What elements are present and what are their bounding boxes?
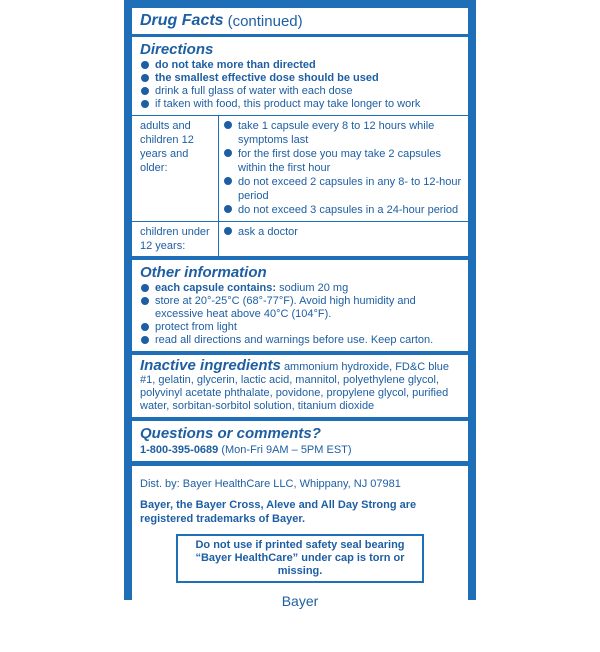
distributor-text: Dist. by: Bayer HealthCare LLC, Whippany, NJ 07981 — [140, 478, 401, 490]
list-item: the smallest effective dose should be used — [140, 72, 460, 85]
bullet-icon — [141, 100, 149, 108]
bullet-icon — [224, 121, 232, 129]
inactive-ingredients-text: ammonium hydroxide, FD&C blue #1, gelatin, glycerin, lactic acid, mannitol, polyethylene glycol, polyvinyl acetate phthalate, povidone, propylene glycol, purified water, sorbitan-sorbitol solution, titanium dioxide — [140, 361, 450, 412]
phone-hours: (Mon-Fri 9AM – 5PM EST) — [221, 444, 352, 456]
bullet-icon — [224, 227, 232, 235]
drug-facts-title: Drug Facts — [140, 12, 224, 29]
inactive-ingredients-section — [132, 355, 468, 421]
dosage-cell — [219, 222, 468, 256]
bullet-icon — [141, 87, 149, 95]
bullet-icon — [141, 284, 149, 292]
other-information-heading: Other information — [140, 264, 267, 281]
capsule-label: each capsule contains: — [155, 282, 277, 294]
other-information-section — [132, 260, 468, 355]
list-item: do not take more than directed — [140, 59, 460, 72]
phone-number: 1-800-395-0689 — [140, 444, 219, 456]
bullet-icon — [141, 297, 149, 305]
list-item: if taken with food, this product may take longer to work — [140, 98, 460, 111]
list-item: store at 20°-25°C (68°-77°F). Avoid high humidity and excessive heat above 40°C (104°F). — [140, 295, 460, 321]
age-group-cell: adults and children 12 years and older: — [132, 116, 219, 221]
dosage-cell — [219, 116, 468, 221]
directions-list — [140, 59, 460, 111]
brand-name: Bayer — [281, 593, 319, 609]
continued-label: (continued) — [227, 12, 303, 30]
list-item — [140, 282, 460, 295]
bullet-icon — [141, 323, 149, 331]
bullet-icon — [224, 149, 232, 157]
questions-section — [132, 421, 468, 461]
bullet-icon — [224, 205, 232, 213]
age-group-cell: children under 12 years: — [132, 222, 219, 256]
bullet-icon — [141, 74, 149, 82]
safety-seal-notice: Do not use if printed safety seal bearing “Bayer HealthCare” under cap is torn or missing. — [176, 534, 424, 583]
directions-heading: Directions — [140, 41, 214, 58]
list-item: protect from light — [140, 321, 460, 334]
list-item: drink a full glass of water with each dose — [140, 85, 460, 98]
bullet-icon — [224, 177, 232, 185]
table-row — [132, 116, 468, 222]
table-row — [132, 222, 468, 256]
drug-facts-box — [132, 8, 468, 461]
list-item: take 1 capsule every 8 to 12 hours while symptoms last — [223, 119, 464, 147]
bullet-icon — [141, 336, 149, 344]
inactive-ingredients-heading: Inactive ingredients — [140, 357, 281, 374]
list-item: do not exceed 2 capsules in any 8- to 12-hour period — [223, 175, 464, 203]
list-item: ask a doctor — [223, 225, 464, 239]
capsule-value: sodium 20 mg — [279, 282, 349, 294]
questions-heading: Questions or comments? — [140, 425, 321, 442]
list-item: do not exceed 3 capsules in a 24-hour period — [223, 203, 464, 217]
list-item: for the first dose you may take 2 capsules within the first hour — [223, 147, 464, 175]
dosage-table — [132, 115, 468, 256]
list-item: read all directions and warnings before use. Keep carton. — [140, 334, 460, 347]
footer — [132, 466, 468, 652]
directions-section — [132, 37, 468, 260]
bullet-icon — [141, 61, 149, 69]
title-row — [132, 8, 468, 37]
trademark-text: Bayer, the Bayer Cross, Aleve and All Day Strong are registered trademarks of Bayer. — [140, 499, 417, 525]
